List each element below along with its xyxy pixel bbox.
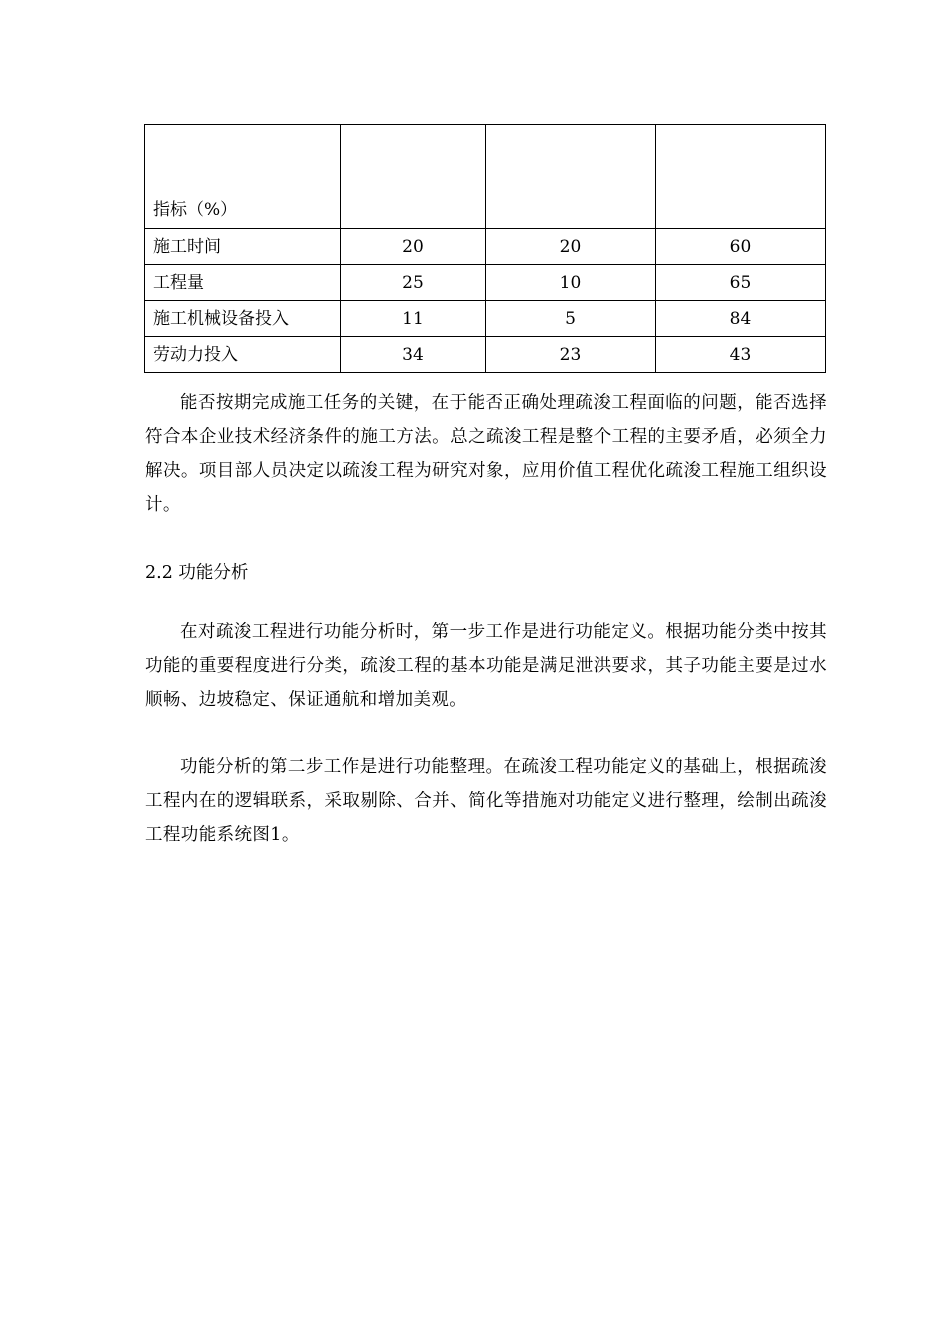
table-row	[145, 301, 826, 337]
table-cell: 34	[341, 337, 486, 373]
table-row	[145, 229, 826, 265]
table-header-row	[145, 125, 826, 229]
row-label: 劳动力投入	[145, 337, 341, 373]
table-header-cell	[656, 125, 826, 229]
row-label: 施工机械设备投入	[145, 301, 341, 337]
paragraph-function-definition: 在对疏浚工程进行功能分析时，第一步工作是进行功能定义。根据功能分类中按其功能的重要程度进行分类，疏浚工程的基本功能是满足泄洪要求，其子功能主要是过水顺畅、边坡稳定、保证通航和增加美观。	[145, 622, 827, 710]
section-heading: 2.2 功能分析	[145, 563, 249, 583]
table-header-cell: 指标（%）	[145, 125, 341, 229]
table-cell: 60	[656, 229, 826, 265]
table-row	[145, 337, 826, 373]
paragraph-key-issue: 能否按期完成施工任务的关键，在于能否正确处理疏浚工程面临的问题，能否选择符合本企业技术经济条件的施工方法。总之疏浚工程是整个工程的主要矛盾，必须全力解决。项目部人员决定以疏浚工程为研究对象，应用价值工程优化疏浚工程施工组织设计。	[145, 393, 827, 515]
paragraph-function-arrangement: 功能分析的第二步工作是进行功能整理。在疏浚工程功能定义的基础上，根据疏浚工程内在的逻辑联系，采取剔除、合并、简化等措施对功能定义进行整理，绘制出疏浚工程功能系统图1。	[145, 757, 827, 845]
table-cell: 25	[341, 265, 486, 301]
table-cell: 11	[341, 301, 486, 337]
table-cell: 65	[656, 265, 826, 301]
table-cell: 20	[486, 229, 656, 265]
table-row	[145, 265, 826, 301]
table-cell: 23	[486, 337, 656, 373]
table-cell: 5	[486, 301, 656, 337]
row-label: 施工时间	[145, 229, 341, 265]
table-cell: 84	[656, 301, 826, 337]
table-header-cell	[486, 125, 656, 229]
indicator-table	[144, 124, 826, 373]
table-cell: 10	[486, 265, 656, 301]
table-cell: 43	[656, 337, 826, 373]
row-label: 工程量	[145, 265, 341, 301]
table-header-cell	[341, 125, 486, 229]
table-cell: 20	[341, 229, 486, 265]
